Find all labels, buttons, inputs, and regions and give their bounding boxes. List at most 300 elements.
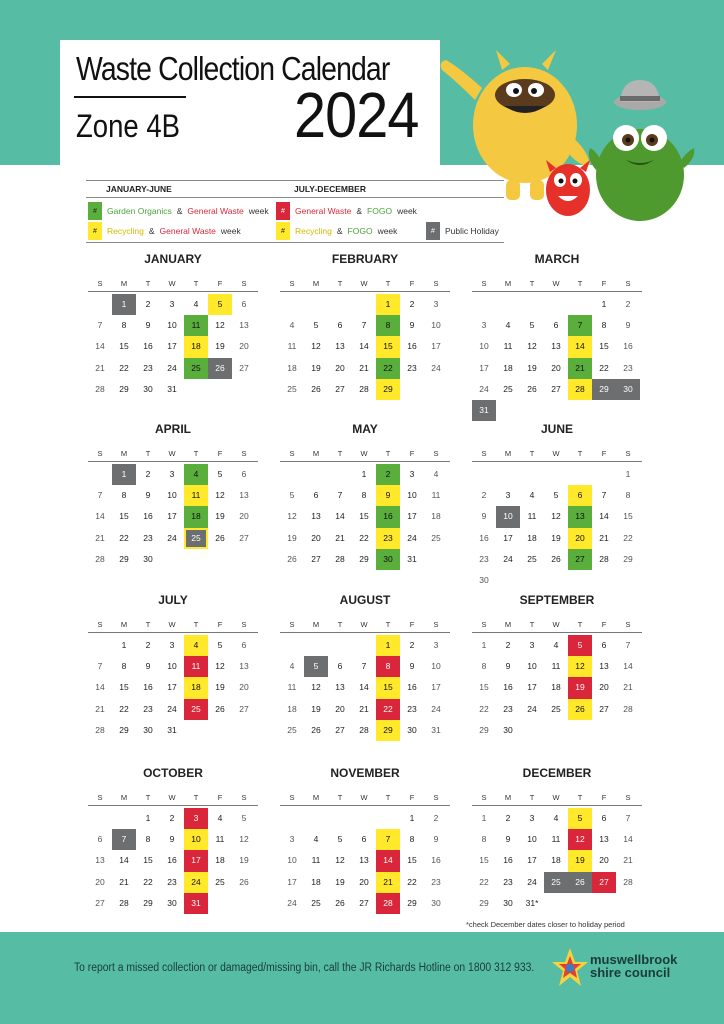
empty-cell [568, 294, 592, 315]
empty-cell [352, 808, 376, 829]
day-cell: 2 [145, 299, 151, 309]
day-cell: 16 [503, 682, 513, 693]
empty-cell [472, 464, 496, 485]
day-cell: 3 [433, 640, 439, 650]
day-cell: 20 [95, 876, 105, 887]
month-july [88, 591, 258, 741]
day-cell: 6 [97, 834, 103, 845]
weekday-label: M [120, 449, 128, 458]
legend-recycling-text-2: Recycling [295, 226, 332, 236]
day-cell: 27 [592, 872, 616, 893]
day-cell: 24 [167, 532, 177, 543]
day-cell: 29 [479, 724, 489, 735]
weekday-label: W [168, 793, 176, 802]
day-cell: 27 [311, 553, 321, 564]
weekday-label: S [289, 279, 295, 288]
day-cell: 19 [527, 362, 537, 373]
day-cell: 8 [481, 661, 487, 672]
weekday-label: S [625, 620, 631, 629]
day-cell: 3 [169, 299, 175, 309]
day-cell: 26 [208, 358, 232, 379]
day-cell: 9 [625, 320, 631, 331]
weekday-label: T [193, 793, 199, 802]
day-cell: 15 [623, 511, 633, 522]
empty-cell [328, 464, 352, 485]
day-cell: 12 [215, 490, 225, 501]
day-cell: 7 [376, 829, 400, 850]
day-cell: 16 [143, 341, 153, 352]
day-grid [472, 808, 642, 914]
day-cell: 13 [239, 320, 249, 331]
day-cell: 4 [217, 813, 223, 823]
day-cell: 6 [337, 320, 343, 331]
month-march [472, 250, 642, 421]
day-cell: 17 [167, 341, 177, 352]
month-title: MAY [352, 422, 378, 436]
day-cell: 18 [527, 532, 537, 543]
day-cell: 6 [361, 834, 367, 845]
weekday-label: T [145, 793, 151, 802]
day-cell: 8 [601, 320, 607, 331]
day-cell: 6 [241, 640, 247, 650]
weekday-label: T [145, 449, 151, 458]
day-cell: 11 [184, 656, 208, 677]
day-cell: 26 [287, 553, 297, 564]
day-cell: 30 [503, 897, 513, 908]
day-cell: 7 [568, 315, 592, 336]
empty-cell [520, 464, 544, 485]
legend-swatch-red: # [276, 202, 290, 220]
weekday-label: M [312, 793, 320, 802]
day-cell: 30 [431, 897, 441, 908]
day-cell: 22 [119, 362, 129, 373]
day-cell: 20 [335, 703, 345, 714]
day-cell: 11 [311, 855, 321, 866]
day-cell: 25 [184, 699, 208, 720]
month-december [472, 764, 642, 914]
day-cell: 19 [239, 855, 249, 866]
day-cell: 23 [431, 876, 441, 887]
day-cell: 25 [287, 383, 297, 394]
weekday-label: F [601, 793, 607, 802]
day-cell: 19 [311, 362, 321, 373]
day-cell: 12 [215, 320, 225, 331]
month-february [280, 250, 450, 400]
weekday-label: S [433, 449, 439, 458]
month-november [280, 764, 450, 914]
day-cell: 8 [145, 834, 151, 845]
day-cell: 29 [376, 720, 400, 741]
empty-cell [352, 635, 376, 656]
day-cell: 15 [599, 341, 609, 352]
day-cell: 12 [215, 661, 225, 672]
day-cell: 15 [407, 855, 417, 866]
december-note: *check December dates closer to holiday period [466, 920, 625, 929]
day-cell: 18 [184, 677, 208, 698]
day-cell: 4 [184, 635, 208, 656]
day-cell: 26 [215, 703, 225, 714]
weekday-label: T [193, 449, 199, 458]
day-cell: 16 [431, 855, 441, 866]
day-cell: 22 [119, 532, 129, 543]
day-cell: 16 [407, 341, 417, 352]
day-cell: 7 [361, 320, 367, 331]
month-september [472, 591, 642, 741]
day-cell: 16 [623, 341, 633, 352]
weekday-label: S [481, 279, 487, 288]
day-cell: 28 [376, 893, 400, 914]
day-cell: 23 [143, 532, 153, 543]
weekday-label: F [601, 449, 607, 458]
day-cell: 8 [121, 661, 127, 672]
day-cell: 11 [184, 315, 208, 336]
day-cell: 4 [193, 299, 199, 309]
day-cell: 19 [215, 682, 225, 693]
legend-fogo-text-2: FOGO [347, 226, 373, 236]
page-title: Waste Collection Calendar [76, 50, 390, 87]
day-cell: 2 [169, 813, 175, 823]
legend-bottom-rule [86, 242, 504, 243]
weekday-header [88, 276, 258, 292]
day-cell: 22 [376, 699, 400, 720]
day-cell: 29 [376, 379, 400, 400]
day-cell: 20 [311, 532, 321, 543]
legend-mid-rule [86, 197, 504, 198]
day-cell: 17 [503, 532, 513, 543]
empty-cell [88, 635, 112, 656]
empty-cell [592, 464, 616, 485]
day-cell: 7 [97, 320, 103, 331]
legend-general-text: General Waste [187, 206, 244, 216]
day-cell: 27 [239, 532, 249, 543]
day-cell: 4 [184, 464, 208, 485]
empty-cell [328, 294, 352, 315]
day-cell: 9 [433, 834, 439, 845]
weekday-label: M [312, 620, 320, 629]
day-cell: 31 [407, 553, 417, 564]
day-cell: 11 [551, 661, 561, 672]
weekday-label: F [601, 620, 607, 629]
day-cell: 10 [287, 855, 297, 866]
day-cell: 2 [505, 813, 511, 823]
day-cell: 18 [551, 682, 561, 693]
day-cell: 31 [472, 400, 496, 421]
day-cell: 10 [167, 320, 177, 331]
day-cell: 12 [239, 834, 249, 845]
day-cell: 26 [239, 876, 249, 887]
day-cell: 29 [143, 897, 153, 908]
weekday-label: S [241, 620, 247, 629]
empty-cell [520, 294, 544, 315]
day-cell: 5 [529, 320, 535, 331]
weekday-label: W [360, 449, 368, 458]
day-cell: 16 [143, 682, 153, 693]
day-cell: 13 [95, 855, 105, 866]
weekday-label: M [120, 620, 128, 629]
legend-swatch-yellow: # [88, 222, 102, 240]
month-august [280, 591, 450, 741]
day-cell: 21 [359, 362, 369, 373]
day-cell: 8 [625, 490, 631, 501]
day-cell: 24 [167, 703, 177, 714]
day-cell: 30 [167, 897, 177, 908]
day-cell: 14 [623, 661, 633, 672]
day-cell: 13 [239, 661, 249, 672]
day-cell: 1 [112, 464, 136, 485]
day-cell: 9 [145, 490, 151, 501]
day-cell: 25 [527, 553, 537, 564]
weekday-label: W [360, 620, 368, 629]
day-cell: 12 [568, 656, 592, 677]
day-cell: 12 [568, 829, 592, 850]
day-cell: 30 [616, 379, 640, 400]
weekday-label: S [481, 449, 487, 458]
day-cell: 24 [184, 872, 208, 893]
day-cell: 6 [337, 661, 343, 672]
legend [86, 180, 504, 244]
day-cell: 23 [167, 876, 177, 887]
day-cell: 26 [215, 532, 225, 543]
weekday-label: S [289, 620, 295, 629]
day-cell: 29 [592, 379, 616, 400]
day-cell: 25 [311, 897, 321, 908]
day-cell: 14 [95, 682, 105, 693]
day-cell: 21 [119, 876, 129, 887]
weekday-label: S [433, 793, 439, 802]
weekday-label: T [385, 620, 391, 629]
day-cell: 13 [335, 341, 345, 352]
weekday-label: T [145, 620, 151, 629]
day-cell: 28 [359, 724, 369, 735]
day-cell: 1 [145, 813, 151, 823]
day-cell: 28 [95, 383, 105, 394]
day-cell: 13 [599, 661, 609, 672]
day-cell: 1 [376, 635, 400, 656]
day-cell: 21 [599, 532, 609, 543]
day-cell: 17 [527, 682, 537, 693]
year-label: 2024 [294, 79, 419, 151]
day-cell: 24 [287, 897, 297, 908]
weekday-label: S [289, 793, 295, 802]
month-april [88, 420, 258, 570]
day-cell: 23 [376, 528, 400, 549]
day-cell: 13 [359, 855, 369, 866]
day-cell: 23 [503, 876, 513, 887]
day-cell: 13 [568, 506, 592, 527]
day-cell: 18 [287, 362, 297, 373]
weekday-header [472, 790, 642, 806]
day-cell: 4 [289, 661, 295, 672]
legend-swatch-green: # [88, 202, 102, 220]
day-cell: 14 [335, 511, 345, 522]
empty-cell [88, 294, 112, 315]
month-title: FEBRUARY [331, 252, 399, 266]
day-cell: 23 [479, 553, 489, 564]
day-cell: 20 [551, 362, 561, 373]
legend-col2-title: JULY-DECEMBER [294, 184, 366, 194]
day-cell: 11 [527, 511, 537, 522]
weekday-label: S [625, 449, 631, 458]
day-cell: 11 [287, 682, 297, 693]
day-cell: 11 [503, 341, 513, 352]
weekday-label: W [552, 279, 560, 288]
day-cell: 25 [287, 724, 297, 735]
day-cell: 10 [431, 320, 441, 331]
day-cell: 14 [95, 511, 105, 522]
day-cell: 14 [376, 850, 400, 871]
day-cell: 27 [359, 897, 369, 908]
day-cell: 8 [481, 834, 487, 845]
day-cell: 18 [184, 336, 208, 357]
day-cell: 15 [359, 511, 369, 522]
day-cell: 12 [311, 341, 321, 352]
day-cell: 23 [623, 362, 633, 373]
weekday-label: T [385, 793, 391, 802]
legend-top-rule [86, 180, 504, 181]
day-cell: 2 [505, 640, 511, 650]
weekday-label: W [552, 793, 560, 802]
day-cell: 30 [143, 724, 153, 735]
day-cell: 5 [553, 490, 559, 501]
day-cell: 15 [479, 682, 489, 693]
day-cell: 1 [112, 294, 136, 315]
day-cell: 17 [407, 511, 417, 522]
day-cell: 23 [407, 703, 417, 714]
day-cell: 6 [241, 299, 247, 309]
empty-cell [376, 808, 400, 829]
day-cell: 20 [568, 528, 592, 549]
day-cell: 26 [568, 872, 592, 893]
day-cell: 12 [527, 341, 537, 352]
day-cell: 22 [479, 703, 489, 714]
empty-cell [304, 808, 328, 829]
legend-recycling-fogo [276, 222, 397, 240]
weekday-label: T [145, 279, 151, 288]
day-cell: 19 [568, 850, 592, 871]
day-cell: 3 [169, 469, 175, 479]
legend-week-text-3: week [220, 226, 241, 236]
weekday-label: T [529, 620, 535, 629]
day-cell: 18 [431, 511, 441, 522]
day-cell: 19 [287, 532, 297, 543]
weekday-label: F [217, 620, 223, 629]
day-cell: 12 [311, 682, 321, 693]
day-cell: 10 [431, 661, 441, 672]
weekday-label: S [433, 279, 439, 288]
weekday-label: S [433, 620, 439, 629]
day-cell: 3 [481, 320, 487, 331]
day-cell: 18 [503, 362, 513, 373]
day-cell: 22 [359, 532, 369, 543]
weekday-label: F [217, 793, 223, 802]
weekday-label: S [97, 620, 103, 629]
day-cell: 10 [496, 506, 520, 527]
day-cell: 23 [503, 703, 513, 714]
day-cell: 24 [167, 362, 177, 373]
day-cell: 2 [409, 299, 415, 309]
month-title: OCTOBER [143, 766, 203, 780]
day-cell: 12 [287, 511, 297, 522]
legend-week-text: week [248, 206, 269, 216]
day-grid [280, 635, 450, 741]
weekday-label: F [409, 620, 415, 629]
weekday-label: T [577, 620, 583, 629]
month-title: JUNE [540, 422, 573, 436]
day-cell: 7 [361, 661, 367, 672]
weekday-label: T [337, 620, 343, 629]
empty-cell [280, 464, 304, 485]
day-cell: 11 [287, 341, 297, 352]
weekday-label: T [529, 449, 535, 458]
day-cell: 29 [119, 553, 129, 564]
weekday-label: M [504, 449, 512, 458]
day-cell: 20 [359, 876, 369, 887]
day-cell: 2 [481, 490, 487, 501]
logo-line-2: shire council [590, 965, 671, 980]
day-cell: 29 [623, 553, 633, 564]
day-cell: 28 [623, 703, 633, 714]
day-cell: 9 [376, 485, 400, 506]
day-cell: 20 [239, 341, 249, 352]
day-grid [472, 294, 642, 421]
day-cell: 23 [143, 703, 153, 714]
weekday-label: F [601, 279, 607, 288]
day-cell: 26 [311, 383, 321, 394]
weekday-label: S [97, 793, 103, 802]
day-cell: 17 [479, 362, 489, 373]
day-grid [472, 635, 642, 741]
day-cell: 14 [568, 336, 592, 357]
day-cell: 25 [184, 528, 208, 549]
weekday-label: S [289, 449, 295, 458]
weekday-header [280, 276, 450, 292]
day-cell: 17 [167, 511, 177, 522]
weekday-label: T [337, 793, 343, 802]
day-cell: 1 [601, 299, 607, 309]
day-cell: 14 [95, 341, 105, 352]
day-cell: 17 [184, 850, 208, 871]
day-cell: 31 [184, 893, 208, 914]
empty-cell [280, 294, 304, 315]
day-cell: 17 [527, 855, 537, 866]
day-cell: 20 [599, 855, 609, 866]
day-cell: 9 [409, 661, 415, 672]
day-cell: 16 [503, 855, 513, 866]
weekday-header [88, 617, 258, 633]
legend-col1-title: JANUARY-JUNE [106, 184, 172, 194]
day-cell: 25 [184, 358, 208, 379]
empty-cell [304, 294, 328, 315]
day-cell: 31 [431, 724, 441, 735]
weekday-label: T [577, 793, 583, 802]
day-cell: 7 [112, 829, 136, 850]
day-cell: 9 [169, 834, 175, 845]
day-grid [280, 294, 450, 400]
weekday-label: T [385, 449, 391, 458]
legend-general-text-2: General Waste [295, 206, 352, 216]
empty-cell [280, 808, 304, 829]
day-cell: 16 [479, 532, 489, 543]
day-cell: 14 [623, 834, 633, 845]
month-title: JANUARY [144, 252, 202, 266]
day-cell: 14 [119, 855, 129, 866]
day-cell: 3 [289, 834, 295, 845]
day-cell: 29 [407, 897, 417, 908]
weekday-label: W [552, 449, 560, 458]
weekday-header [472, 446, 642, 462]
weekday-header [88, 790, 258, 806]
day-cell: 4 [553, 640, 559, 650]
